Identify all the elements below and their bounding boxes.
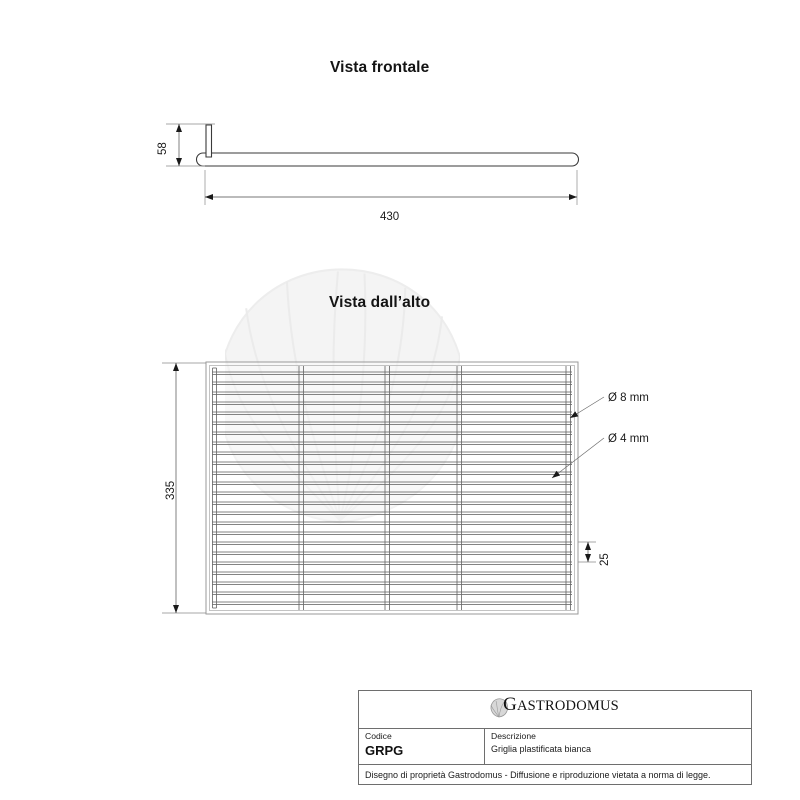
top-view-grid xyxy=(206,362,578,614)
view-title-top: Vista dall’alto xyxy=(329,294,431,311)
title-block-footer-row xyxy=(359,765,751,784)
field-codice xyxy=(359,729,485,764)
logo-wordmark xyxy=(491,695,619,714)
dimension-25 xyxy=(578,542,596,562)
logo-name-rest: ASTRODOMUS xyxy=(517,698,619,714)
title-block xyxy=(358,690,752,785)
codice-label: Codice xyxy=(365,731,392,741)
logo-initial: G xyxy=(503,694,517,715)
dimension-430 xyxy=(205,170,577,205)
dimension-label-58: 58 xyxy=(157,142,169,155)
annotation-diameter-8mm: Ø 8 mm xyxy=(608,392,649,404)
view-title-front: Vista frontale xyxy=(330,59,430,76)
field-descrizione xyxy=(485,729,751,764)
dimension-label-335: 335 xyxy=(165,480,177,500)
descrizione-value: Griglia plastificata bianca xyxy=(491,743,592,754)
gastrodomus-logo xyxy=(491,695,619,714)
dimension-label-430: 430 xyxy=(380,211,400,223)
codice-value: GRPG xyxy=(365,742,404,758)
front-view-geometry xyxy=(197,125,579,166)
title-block-fields-row xyxy=(359,729,751,765)
annotation-diameter-4mm: Ø 4 mm xyxy=(608,433,649,445)
title-block-logo-row xyxy=(359,691,751,729)
dimension-label-25: 25 xyxy=(599,553,611,566)
copyright-notice: Disegno di proprietà Gastrodomus - Diffusione e riproduzione vietata a norma di legge. xyxy=(365,769,711,780)
descrizione-label: Descrizione xyxy=(491,731,536,741)
